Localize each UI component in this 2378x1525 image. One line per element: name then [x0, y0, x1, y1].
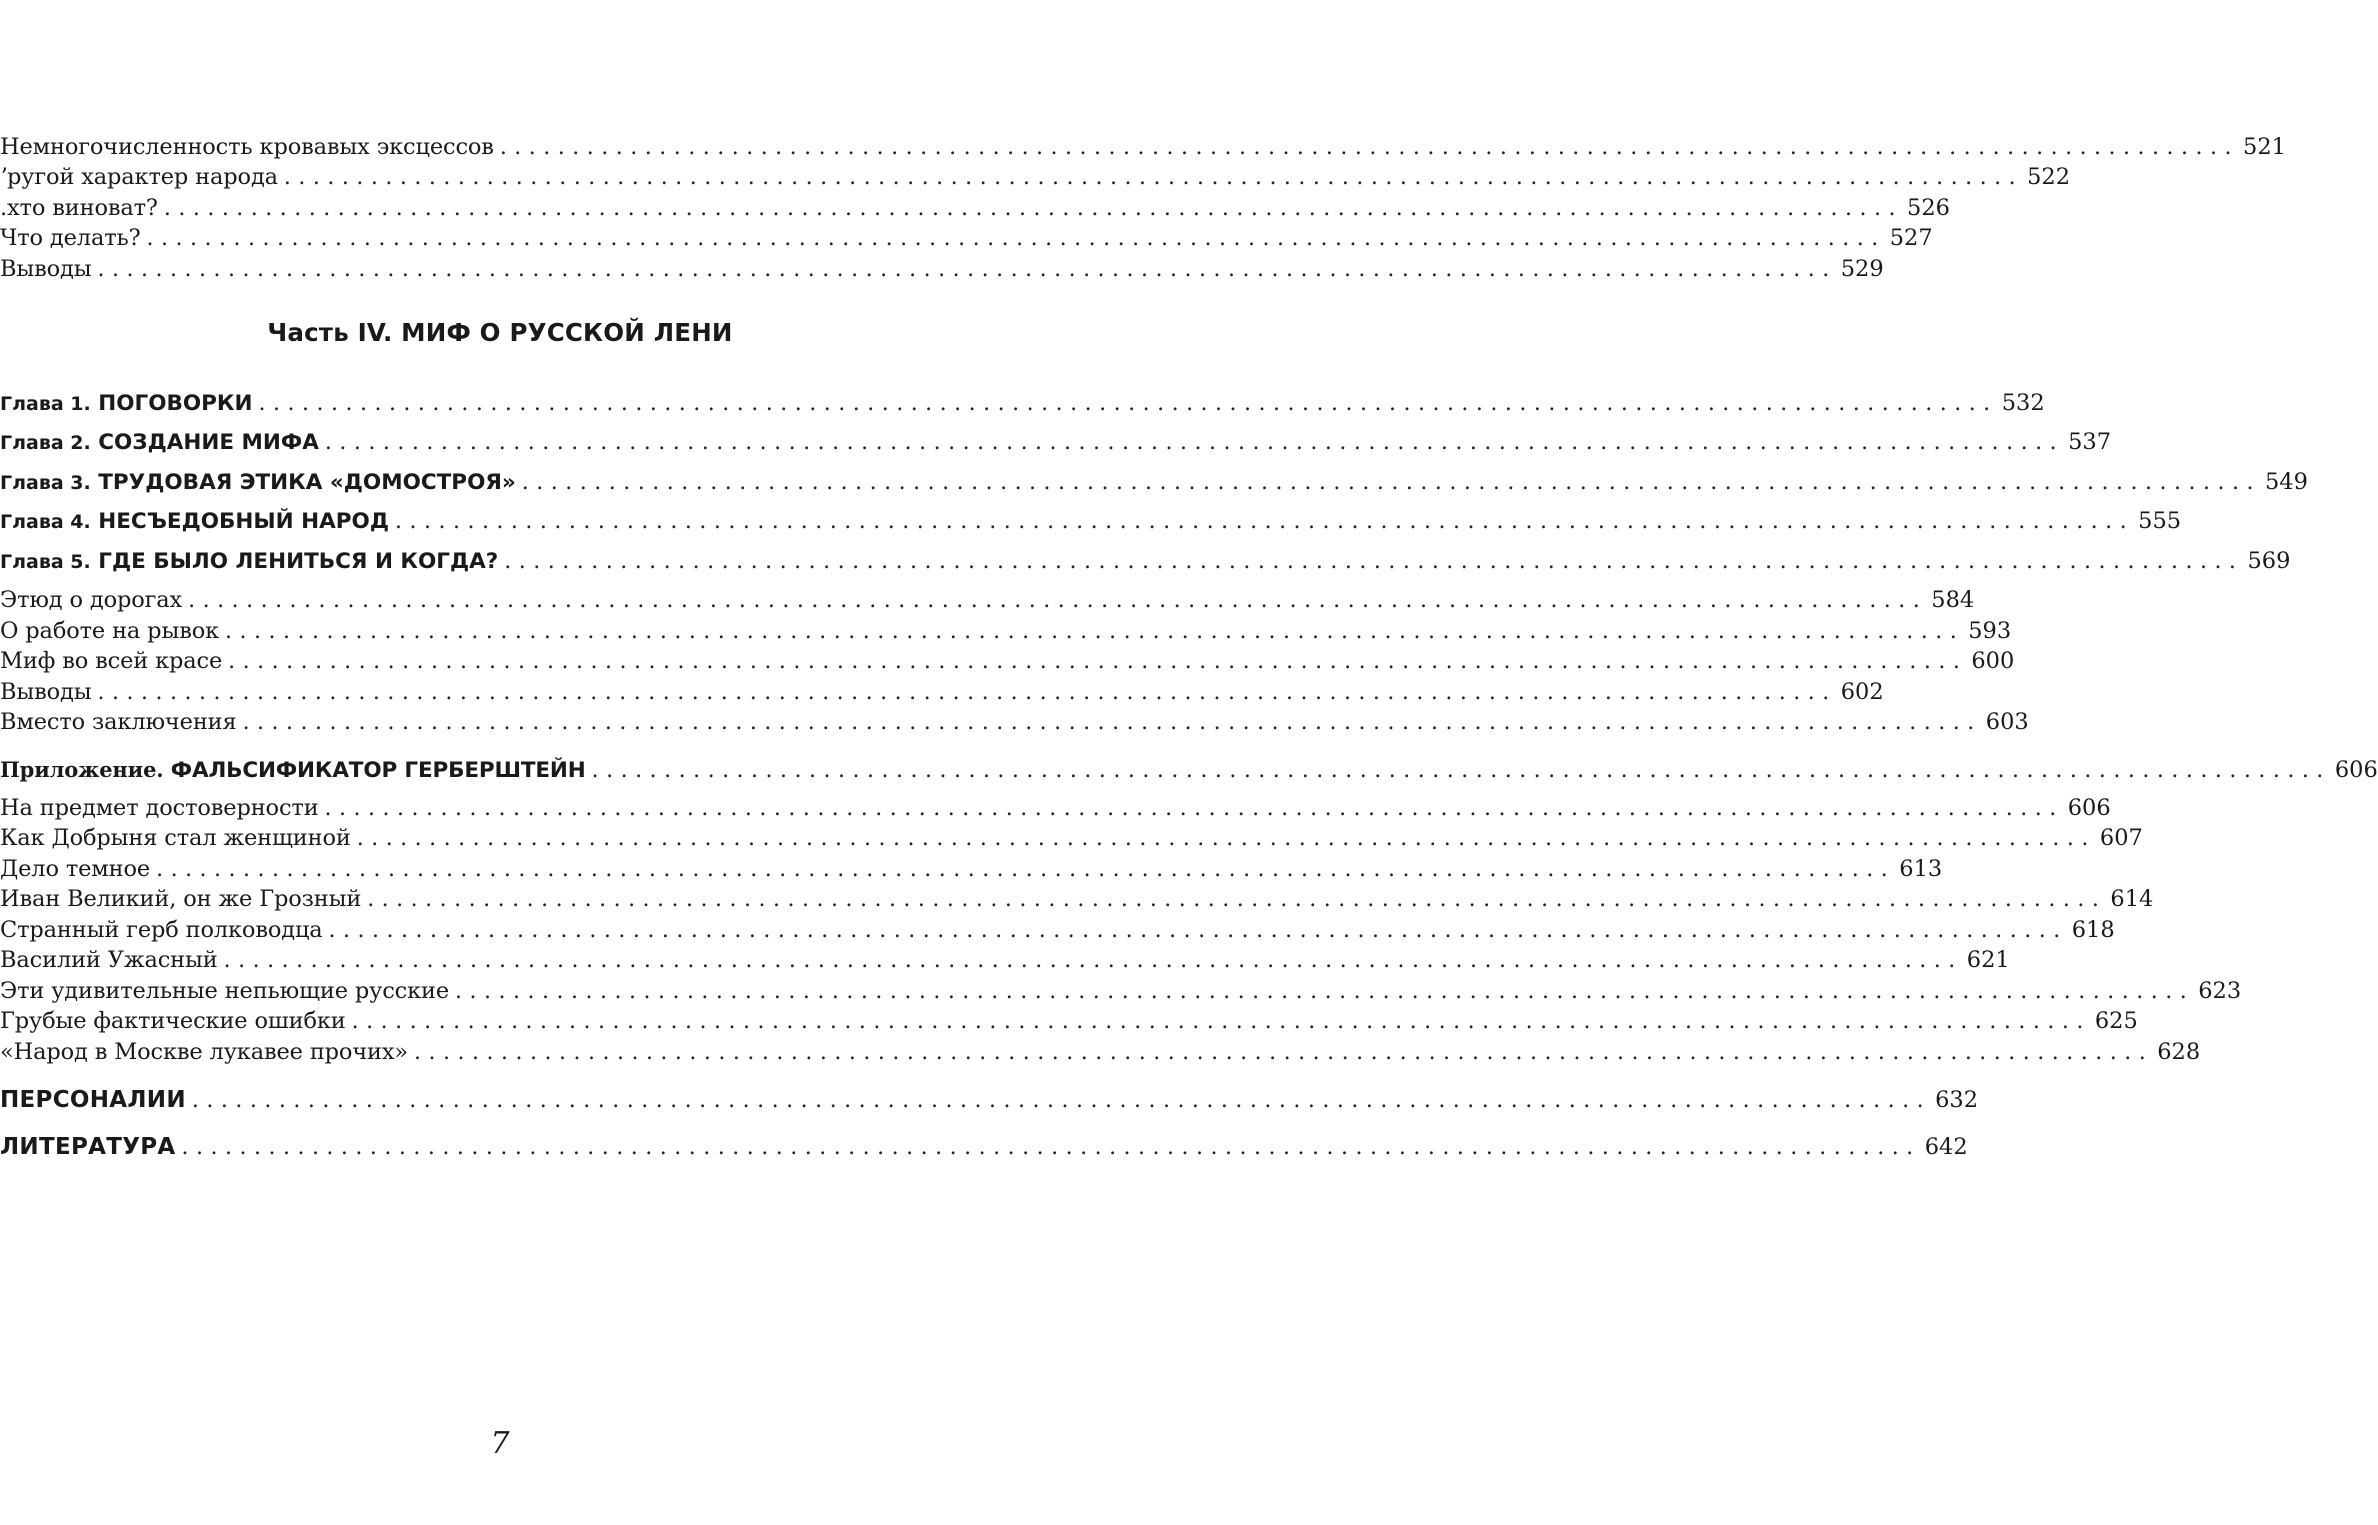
leader-dots: ........................................................................................................................	[146, 226, 1886, 251]
toc-entry-page: 521	[2243, 134, 2286, 160]
toc-entry-page: 522	[2027, 164, 2071, 190]
back-matter-page: 642	[1924, 1134, 1968, 1160]
toc-entry-title: Дело темное	[0, 856, 151, 882]
toc-entry-title: Что делать?	[0, 225, 141, 251]
leader-dots: ........................................................................................................................	[499, 135, 2239, 160]
chapter-label: Глава 5.	[0, 551, 91, 573]
chapter-label: Глава 4.	[0, 511, 91, 533]
leader-dots: ........................................................................................................................	[228, 649, 1968, 674]
chapter-title	[0, 549, 498, 574]
toc-entry	[0, 679, 1884, 711]
toc-entry	[0, 587, 1975, 619]
chapter-page: 537	[2068, 429, 2112, 455]
chapter-title	[0, 509, 389, 534]
toc-entry-page: 607	[2099, 825, 2143, 851]
toc-entry-title: На предмет достоверности	[0, 795, 319, 821]
chapter-label: Глава 1.	[0, 393, 91, 415]
toc-entry-page: 618	[2071, 917, 2115, 943]
toc-entry-title: Вместо заключения	[0, 709, 237, 735]
toc-entry-title: Миф во всей красе	[0, 648, 223, 674]
toc-entry-page: 593	[1968, 618, 2012, 644]
toc-entry-title: Странный герб полководца	[0, 917, 323, 943]
toc-entry-title: Как Добрыня стал женщиной	[0, 825, 351, 851]
leader-dots: ........................................................................................................................	[356, 826, 2096, 851]
leader-dots: ........................................................................................................................	[188, 588, 1928, 613]
toc-entry-page: 526	[1907, 195, 1950, 221]
back-matter-entry	[0, 1087, 1979, 1119]
chapter-entry	[0, 508, 2182, 540]
leader-dots: ........................................................................................................................	[258, 391, 1998, 416]
toc-entry	[0, 917, 2115, 949]
leader-dots: ........................................................................................................................	[328, 918, 2068, 943]
toc-entry-title: «Народ в Москве лукавее прочих»	[0, 1039, 409, 1065]
appendix-page: 606	[2334, 757, 2378, 783]
toc-entry	[0, 978, 2242, 1010]
toc-entry-title: Грубые фактические ошибки	[0, 1008, 346, 1034]
toc-entry	[0, 195, 1950, 227]
chapter-title	[0, 430, 319, 455]
leader-dots: ........................................................................................................................	[97, 680, 1837, 705]
back-matter-page: 632	[1935, 1087, 1979, 1113]
toc-entry-page: 600	[1971, 648, 2015, 674]
chapter-entry	[0, 469, 2308, 501]
chapter-entry	[0, 548, 2291, 580]
back-matter-title: ЛИТЕРАТУРА	[0, 1134, 176, 1160]
chapter-label: Глава 3.	[0, 472, 91, 494]
chapter-entry	[0, 429, 2112, 461]
toc-entry-title: .хто виноват?	[0, 195, 158, 221]
toc-entry-page: 602	[1840, 679, 1884, 705]
page-number: 7	[490, 1426, 510, 1461]
chapter-page: 569	[2247, 548, 2291, 574]
chapter-name: НЕСЪЕДОБНЫЙ НАРОД	[98, 509, 389, 534]
toc-entry-title: Эти удивительные непьющие русские	[0, 978, 450, 1004]
leader-dots: ........................................................................................................................	[156, 857, 1896, 882]
leader-dots: ........................................................................................................................	[97, 257, 1837, 282]
toc-entry	[0, 795, 2111, 827]
toc-entry-title: О работе на рывок	[0, 618, 220, 644]
toc-entry	[0, 164, 2071, 196]
toc-entry-page: 623	[2198, 978, 2242, 1004]
chapter-name: ГДЕ БЫЛО ЛЕНИТЬСЯ И КОГДА?	[98, 549, 499, 574]
toc-entry	[0, 1008, 2138, 1040]
leader-dots: ........................................................................................................................	[225, 619, 1965, 644]
appendix-name: ФАЛЬСИФИКАТОР ГЕРБЕРШТЕЙН	[170, 758, 586, 783]
chapter-page: 532	[2001, 390, 2045, 416]
toc-entry	[0, 225, 1933, 257]
toc-entry-title: Выводы	[0, 679, 92, 705]
toc-entry-title: Иван Великий, он же Грозный	[0, 886, 362, 912]
chapter-name: ПОГОВОРКИ	[98, 391, 253, 416]
appendix-label: Приложение.	[0, 757, 164, 782]
toc-entry-title: ʼругой характер народа	[0, 164, 278, 190]
leader-dots: ........................................................................................................................	[591, 758, 2331, 783]
toc-entry-page: 613	[1899, 856, 1943, 882]
toc-entry-page: 584	[1931, 587, 1975, 613]
chapter-title	[0, 391, 253, 416]
toc-entry-title: Этюд о дорогах	[0, 587, 183, 613]
leader-dots: ........................................................................................................................	[283, 165, 2024, 190]
chapter-name: СОЗДАНИЕ МИФА	[98, 430, 319, 455]
toc-entry	[0, 709, 2029, 741]
leader-dots: ........................................................................................................................	[242, 710, 1982, 735]
leader-dots: ........................................................................................................................	[504, 549, 2244, 574]
chapter-page: 555	[2138, 508, 2182, 534]
leader-dots: ........................................................................................................................	[521, 470, 2261, 495]
chapter-label: Глава 2.	[0, 432, 91, 454]
leader-dots: ........................................................................................................................	[455, 979, 2195, 1004]
toc-entry	[0, 886, 2154, 918]
toc-entry	[0, 648, 2015, 680]
toc-entry-page: 529	[1840, 256, 1884, 282]
leader-dots: ........................................................................................................................	[324, 430, 2065, 455]
back-matter-title: ПЕРСОНАЛИИ	[0, 1087, 186, 1113]
appendix-entry	[0, 757, 2378, 789]
chapter-title	[0, 470, 516, 495]
toc-entry-page: 606	[2067, 795, 2111, 821]
toc-entry	[0, 947, 2010, 979]
toc-entry-title: Немногочисленность кровавых эксцессов	[0, 134, 494, 160]
leader-dots: ........................................................................................................................	[181, 1135, 1921, 1160]
toc-entry-title: Выводы	[0, 256, 92, 282]
toc-entry-page: 614	[2110, 886, 2154, 912]
toc-entry-page: 603	[1985, 709, 2029, 735]
leader-dots: ........................................................................................................................	[351, 1009, 2091, 1034]
chapter-entry	[0, 390, 2045, 422]
toc-entry-page: 625	[2094, 1008, 2138, 1034]
toc-entry-page: 621	[1966, 947, 2010, 973]
toc-entry	[0, 618, 2012, 650]
leader-dots: ........................................................................................................................	[223, 948, 1963, 973]
toc-entry	[0, 134, 2286, 166]
chapter-name: ТРУДОВАЯ ЭТИКА «ДОМОСТРОЯ»	[98, 470, 516, 495]
chapter-page: 549	[2264, 469, 2308, 495]
leader-dots: ........................................................................................................................	[367, 887, 2107, 912]
toc-entry-page: 527	[1889, 225, 1933, 251]
toc-entry	[0, 856, 1943, 888]
leader-dots: ........................................................................................................................	[324, 796, 2064, 821]
appendix-title	[0, 757, 586, 783]
leader-dots: ........................................................................................................................	[163, 196, 1904, 221]
leader-dots: ........................................................................................................................	[394, 509, 2135, 534]
back-matter-entry	[0, 1134, 1968, 1166]
leader-dots: ........................................................................................................................	[191, 1088, 1932, 1113]
leader-dots: ........................................................................................................................	[414, 1040, 2154, 1065]
toc-entry-page: 628	[2157, 1039, 2201, 1065]
toc-entry	[0, 825, 2143, 857]
toc-entry	[0, 256, 1884, 288]
toc-entry	[0, 1039, 2201, 1071]
toc-entry-title: Василий Ужасный	[0, 947, 218, 973]
part-heading: Часть IV. МИФ О РУССКОЙ ЛЕНИ	[267, 318, 733, 347]
